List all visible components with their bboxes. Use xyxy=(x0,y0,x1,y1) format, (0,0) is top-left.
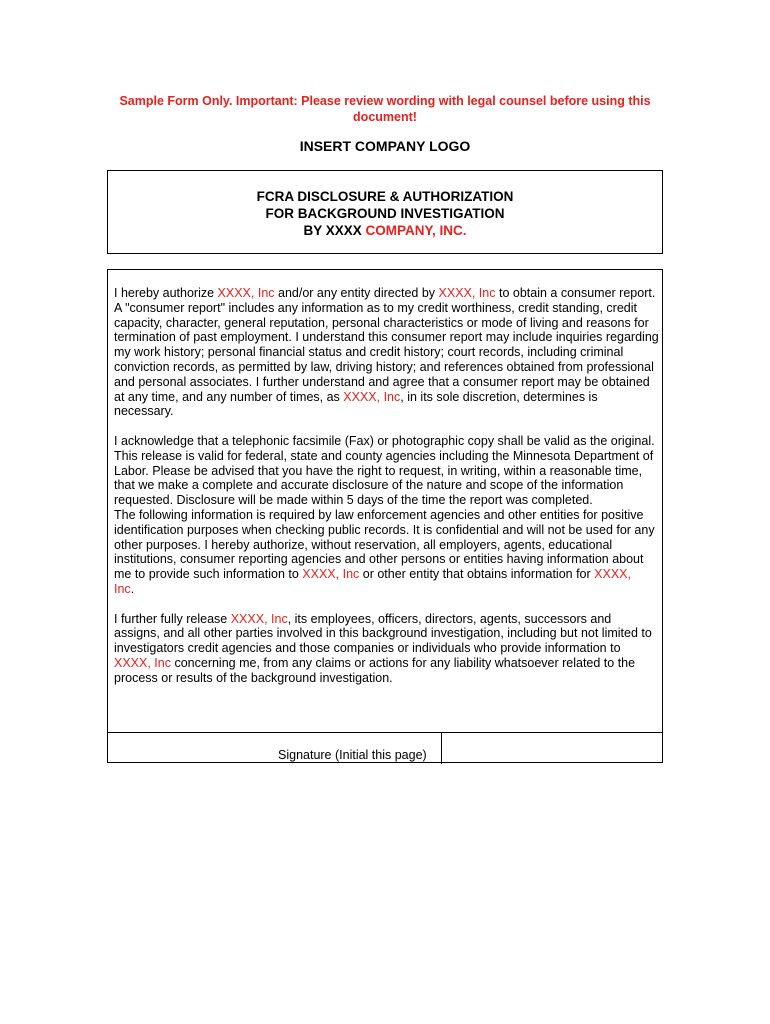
p4-text-1: I further fully release xyxy=(114,611,231,626)
paragraph-identification: The following information is required by law enforcement agencies and other entities for positive identification purposes when checking public records. It is confidential and will not be used for any other purposes. I hereby authorize, without reservation, all employers, agents, educational institutions, consumer reporting agencies and other persons or entities having information about me to provide such information to XXXX, Inc or other entity that obtains information for XXXX, Inc. xyxy=(114,507,655,596)
signature-divider xyxy=(441,733,442,764)
company-placeholder: XXXX, Inc xyxy=(114,655,171,670)
form-title xyxy=(108,188,662,239)
p1-text-4: , in its sole discretion, determines is necessary. xyxy=(114,389,598,419)
p1-text-3: to obtain a consumer report. A "consumer report" includes any information as to my credit worthiness, credit standing, credit capacity, character, general reputation, personal characteristics or mode of living and reasons for termination of past employment. I understand this consumer report may include inquiries regarding my work history; personal financial status and credit history; court records, including criminal conviction records, as permitted by law, driving history; and references obtained from professional and personal associates. I further understand and agree that a consumer report may be obtained at any time, and any number of times, as xyxy=(114,286,659,404)
title-line-1: FCRA DISCLOSURE & AUTHORIZATION xyxy=(256,189,514,204)
company-placeholder: XXXX, Inc xyxy=(230,611,288,626)
notice-line-2: document! xyxy=(353,110,417,124)
company-placeholder-part-1: XXXX, xyxy=(594,567,631,582)
title-company-name: COMPANY, INC. xyxy=(365,223,467,238)
p3-text-1: The following information is required by law enforcement agencies and other entities for positive identification purposes when checking public records. It is confidential and will not be used for any other purposes. I hereby authorize, without reservation, all employers, agents, educational institutions, consumer reporting agencies and other persons or entities having information about me to provide such information to xyxy=(114,507,655,582)
signature-label: Signature (Initial this page) xyxy=(278,748,427,762)
sample-form-notice xyxy=(100,93,670,125)
title-by-prefix: BY XXXX xyxy=(303,223,366,238)
signature-row xyxy=(107,732,663,764)
title-box xyxy=(107,170,663,254)
title-line-3 xyxy=(108,222,662,239)
p1-text-1: I hereby authorize xyxy=(114,286,218,300)
p1-text-2: and/or any entity directed by xyxy=(274,286,439,300)
p4-text-2: , its employees, officers, directors, agents, successors and assigns, and all other parties involved in this background investigation, including but not limited to investigators credit agencies and those companies or individuals who provide information to xyxy=(114,611,652,656)
p3-text-2: or other entity that obtains information for xyxy=(359,567,595,582)
title-line-2: FOR BACKGROUND INVESTIGATION xyxy=(265,206,505,221)
company-placeholder: XXXX, Inc xyxy=(217,286,275,300)
authorization-text xyxy=(114,286,660,686)
paragraph-authorization xyxy=(114,286,660,419)
paragraph-facsimile: I acknowledge that a telephonic facsimile (Fax) or photographic copy shall be valid as the original. This release is valid for federal, state and county agencies including the Minnesota Department of Labor. Please be advised that you have the right to request, in writing, within a reasonable time, that we make a complete and accurate disclosure of the nature and scope of the information requested. Disclosure will be made within 5 days of the time the report was completed. xyxy=(114,433,655,508)
company-placeholder-part-2: Inc xyxy=(114,581,131,596)
authorization-box xyxy=(107,269,663,763)
company-placeholder: XXXX, Inc xyxy=(302,567,360,582)
paragraph-release xyxy=(114,612,660,686)
p4-text-3: concerning me, from any claims or actions for any liability whatsoever related to the process or results of the background investigation. xyxy=(114,655,636,685)
company-placeholder: XXXX, Inc xyxy=(343,389,401,404)
notice-line-1: Sample Form Only. Important: Please review wording with legal counsel before using this xyxy=(119,94,651,108)
company-logo-placeholder: INSERT COMPANY LOGO xyxy=(299,138,471,154)
company-placeholder: XXXX, Inc xyxy=(438,286,496,300)
